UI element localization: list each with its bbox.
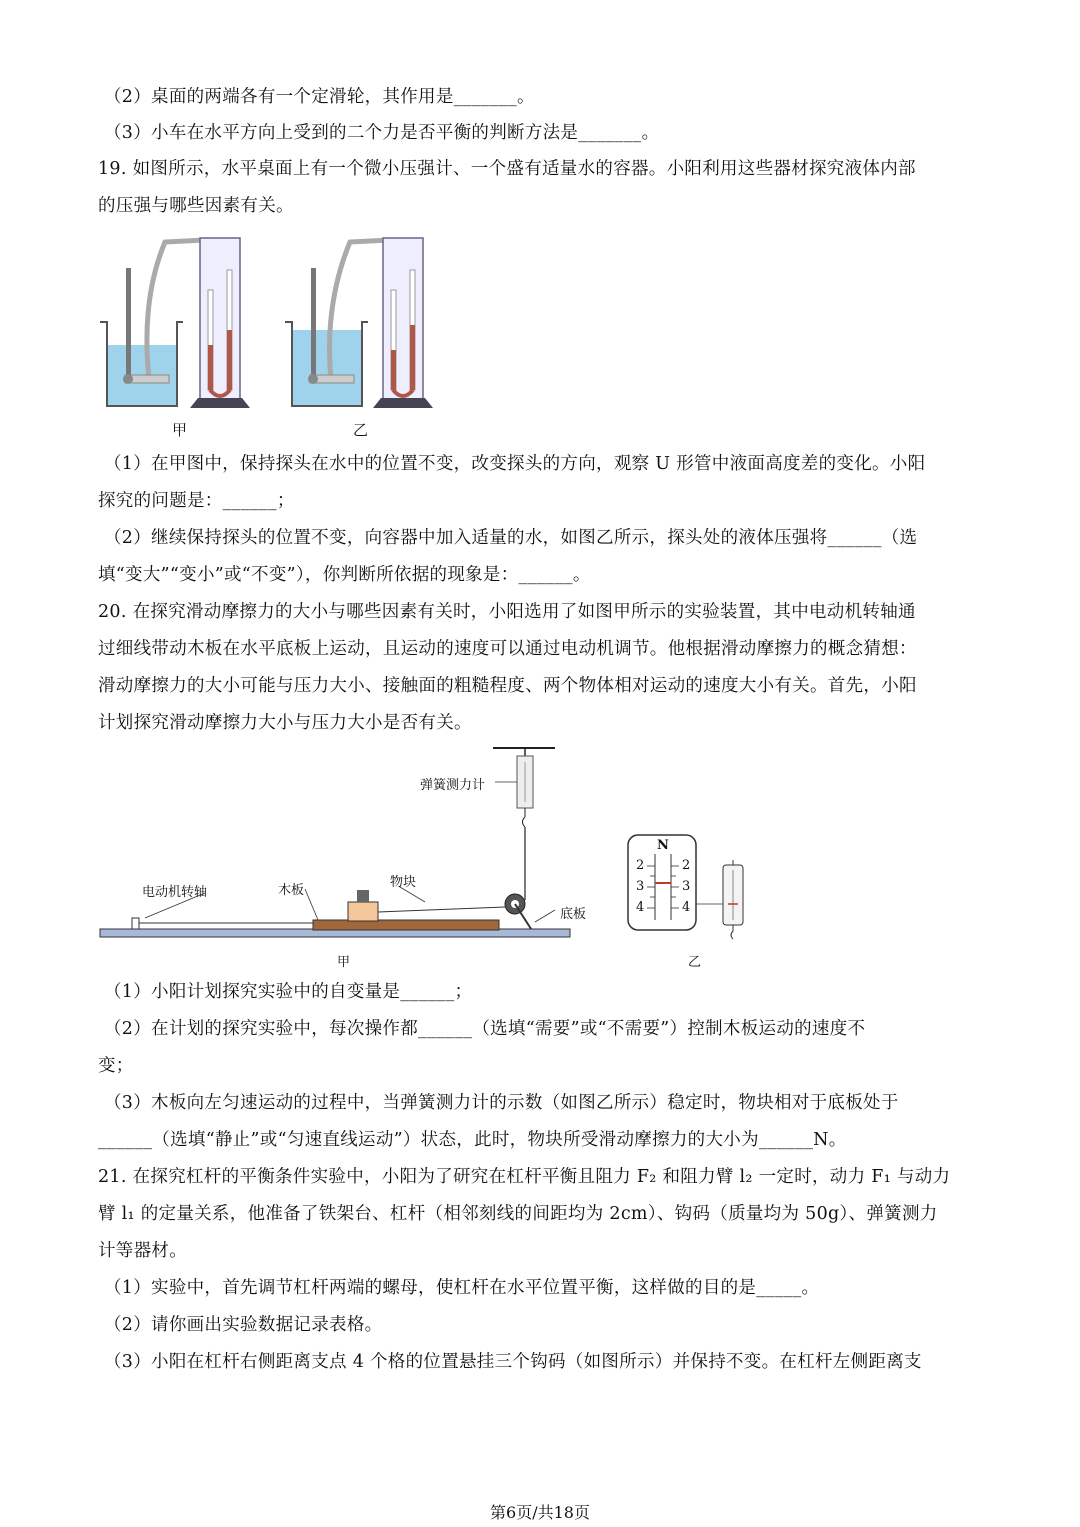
q21-3-text: （3）小阳在杠杆右侧距离支点 4 个格的位置悬挂三个钩码（如图所示）并保持不变。在杠杆左侧距离支 — [104, 1352, 922, 1372]
q19-stem-line1: 19. 如图所示，水平桌面上有一个微小压强计、一个盛有适量水的容器。小阳利用这些器材探究液体内部 — [98, 159, 916, 179]
q19-figure — [95, 230, 455, 445]
gauge-tick-left-3: 3 — [636, 879, 645, 894]
beaker-a — [100, 240, 205, 406]
q18-2-text: （2）桌面的两端各有一个定滑轮，其作用是_______。 — [104, 87, 535, 107]
block-label: 物块 — [390, 875, 417, 890]
q20-figure-a — [95, 742, 585, 947]
gauge-tick-right-3: 3 — [682, 879, 691, 894]
q21-stem-line1: 21. 在探究杠杆的平衡条件实验中，小阳为了研究在杠杆平衡且阻力 F₂ 和阻力臂 l₂ 一定时，动力 F₁ 与动力 — [98, 1167, 951, 1187]
board-label: 木板 — [278, 883, 305, 898]
q20-1-text: （1）小阳计划探究实验中的自变量是______； — [104, 982, 473, 1002]
gauge-tick-left-2: 2 — [636, 858, 645, 873]
motor-shaft-label: 电动机转轴 — [142, 885, 208, 900]
u-tube-b — [373, 238, 433, 408]
q18-3-text: （3）小车在水平方向上受到的二个力是否平衡的判断方法是_______。 — [104, 123, 660, 143]
q20-3-line1: （3）木板向左匀速运动的过程中，当弹簧测力计的示数（如图乙所示）稳定时，物块相对于底板处于 — [104, 1093, 899, 1113]
q20-stem-line1: 20. 在探究滑动摩擦力的大小与哪些因素有关时，小阳选用了如图甲所示的实验装置，其中电动机转轴通 — [98, 602, 916, 622]
q21-stem-line3: 计等器材。 — [98, 1241, 187, 1261]
q21-2-text: （2）请你画出实验数据记录表格。 — [104, 1315, 383, 1335]
q19-stem-line2: 的压强与哪些因素有关。 — [98, 196, 294, 216]
gauge-tick-right-2: 2 — [682, 858, 691, 873]
q19-figure-label-b: 乙 — [353, 421, 369, 439]
q20-figure-label-b: 乙 — [688, 955, 702, 970]
q21-1-text: （1）实验中，首先调节杠杆两端的螺母，使杠杆在水平位置平衡，这样做的目的是_____。 — [104, 1278, 820, 1298]
q21-stem-line2: 臂 l₁ 的定量关系，他准备了铁架台、杠杆（相邻刻线的间距均为 2cm）、钩码（质量均为 50g）、弹簧测力 — [98, 1204, 938, 1224]
q19-2-line2: 填“变大”“变小”或“不变”），你判断所依据的现象是：______。 — [98, 565, 591, 585]
q20-2-line1: （2）在计划的探究实验中，每次操作都______（选填“需要”或“不需要”）控制木板运动的速度不 — [104, 1019, 866, 1039]
base-label: 底板 — [560, 907, 587, 922]
q19-1-line1: （1）在甲图中，保持探头在水中的位置不变，改变探头的方向，观察 U 形管中液面高度差的变化。小阳 — [104, 454, 926, 474]
spring-scale-label: 弹簧测力计 — [420, 778, 486, 793]
gauge-tick-left-4: 4 — [636, 900, 645, 915]
q20-figure-label-a: 甲 — [337, 955, 351, 970]
q20-2-line2: 变； — [98, 1056, 134, 1076]
gauge-unit: N — [657, 838, 669, 853]
q19-1-line2: 探究的问题是：______； — [98, 491, 295, 511]
q20-stem-line2: 过细线带动木板在水平底板上运动，且运动的速度可以通过电动机调节。他根据滑动摩擦力的概念猜想： — [98, 639, 917, 659]
beaker-b — [285, 240, 390, 406]
u-tube-a — [190, 238, 250, 408]
q19-figure-label-a: 甲 — [172, 421, 188, 439]
q20-3-line2: ______（选填“静止”或“匀速直线运动”）状态，此时，物块所受滑动摩擦力的大小为______N。 — [98, 1130, 847, 1150]
q20-stem-line3: 滑动摩擦力的大小可能与压力大小、接触面的粗糙程度、两个物体相对运动的速度大小有关。首先，小阳 — [98, 676, 917, 696]
q19-2-line1: （2）继续保持探头的位置不变，向容器中加入适量的水，如图乙所示，探头处的液体压强将______（选 — [104, 528, 918, 548]
q20-stem-line4: 计划探究滑动摩擦力大小与压力大小是否有关。 — [98, 713, 472, 733]
gauge-tick-right-4: 4 — [682, 900, 691, 915]
page-footer: 第6页/共18页 — [490, 1503, 590, 1522]
